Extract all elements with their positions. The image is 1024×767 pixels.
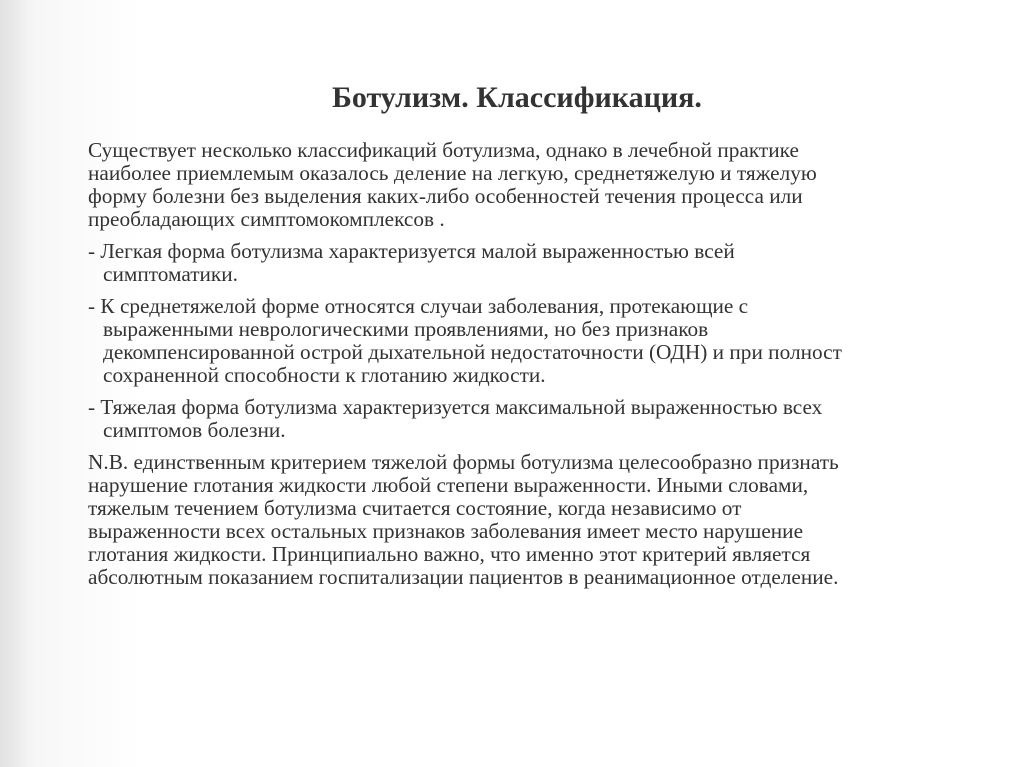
list-item-line: симптоматики. — [103, 262, 238, 286]
list-item-line: - Тяжелая форма ботулизма характеризуется максимальной выраженностью всех — [88, 395, 823, 419]
list-item-line: - К среднетяжелой форме относятся случаи заболевания, протекающие с — [88, 294, 749, 318]
slide-title: Ботулизм. Классификация. — [332, 81, 702, 114]
slide-left-edge-shade — [0, 0, 28, 767]
list-item-line: сохраненной способности к глотанию жидкости. — [103, 363, 546, 387]
intro-line: наиболее приемлемым оказалось деление на легкую, среднетяжелую и тяжелую — [88, 161, 817, 185]
list-item-moderate-form — [88, 295, 1024, 387]
list-item-mild-form — [88, 240, 1024, 286]
intro-paragraph — [88, 139, 1024, 231]
slide-body — [88, 139, 1024, 589]
intro-line: Существует несколько классификаций ботулизма, однако в лечебной практике — [88, 138, 799, 162]
intro-line: форму болезни без выделения каких-либо особенностей течения процесса или — [88, 184, 803, 208]
intro-line: преобладающих симптомокомплексов . — [88, 207, 445, 231]
list-item-line: симптомов болезни. — [103, 418, 286, 442]
list-item-line: выраженными неврологическими проявлениями, но без признаков — [103, 317, 709, 341]
list-item-severe-form — [88, 396, 1024, 442]
nb-line: нарушение глотания жидкости любой степени выраженности. Иными словами, — [88, 473, 809, 497]
nb-line: N.B. единственным критерием тяжелой формы ботулизма целесообразно признать — [88, 450, 839, 474]
nb-line: тяжелым течением ботулизма считается состояние, когда независимо от — [88, 496, 742, 520]
list-item-line: - Легкая форма ботулизма характеризуется малой выраженностью всей — [88, 239, 735, 263]
list-item-line: декомпенсированной острой дыхательной недостаточности (ОДН) и при полност — [103, 340, 842, 364]
nb-line: глотания жидкости. Принципиально важно, что именно этот критерий является — [88, 542, 811, 566]
nb-line: выраженности всех остальных признаков заболевания имеет место нарушение — [88, 519, 804, 543]
nota-bene-paragraph — [88, 451, 1024, 589]
nb-line: абсолютным показанием госпитализации пациентов в реанимационное отделение. — [88, 565, 839, 589]
